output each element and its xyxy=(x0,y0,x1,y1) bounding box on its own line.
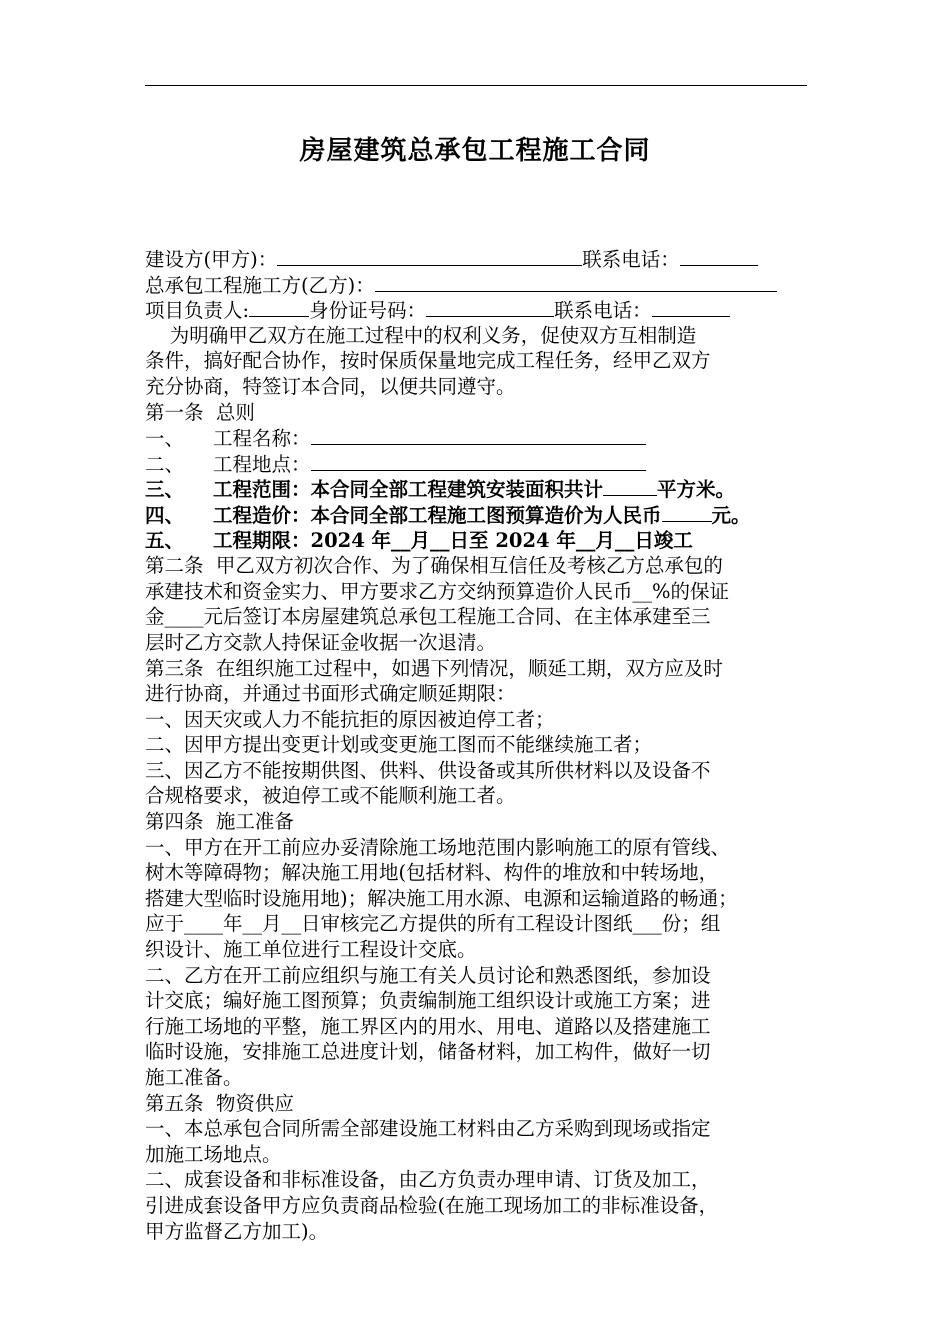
id-number-label: 身份证号码： xyxy=(309,299,427,323)
party-b-blank[interactable] xyxy=(375,272,777,292)
manager-phone-blank[interactable] xyxy=(652,297,730,317)
area-blank[interactable] xyxy=(603,476,657,496)
article-5-line: 引进成套设备甲方应负责商品检验(在施工现场加工的非标准设备， xyxy=(145,1193,719,1217)
project-location-blank[interactable] xyxy=(311,451,646,471)
article-4-line: 计交底；编好施工图预算；负责编制施工组织设计或施工方案；进 xyxy=(145,989,711,1013)
party-b-line xyxy=(145,272,809,298)
manager-line xyxy=(145,297,809,323)
article-1-item-5: 五、 工程期限：2024 年__月__日至 2024 年__月__日竣工 xyxy=(145,528,693,552)
article-5-line: 甲方监督乙方加工)。 xyxy=(145,1219,329,1243)
article-4-line: 行施工场地的平整，施工界区内的用水、用电、道路以及搭建施工 xyxy=(145,1014,711,1038)
article-4-line: 施工准备。 xyxy=(145,1066,243,1089)
article-1-item-3: 三、 工程范围：本合同全部工程建筑安装面积共计 平方米。 xyxy=(145,478,736,502)
article-3-line: 进行协商，并通过书面形式确定顺延期限： xyxy=(145,682,516,706)
article-4-line: 应于____年__月__日审核完乙方提供的所有工程设计图纸___份；组 xyxy=(145,912,721,936)
contract-body xyxy=(145,246,809,1244)
id-number-blank[interactable] xyxy=(426,297,554,317)
article-1-item-2: 二、 工程地点： xyxy=(145,451,809,477)
article-5-line: 加施工场地点。 xyxy=(145,1142,282,1166)
manager-label: 项目负责人: xyxy=(145,299,250,323)
article-4-line: 第四条 施工准备 xyxy=(145,810,294,834)
article-3-line: 第三条 在组织施工过程中，如遇下列情况，顺延工期，双方应及时 xyxy=(145,656,723,680)
preamble-line: 充分协商，特签订本合同，以便共同遵守。 xyxy=(145,374,516,398)
party-a-blank[interactable] xyxy=(277,246,582,266)
article-3-line: 一、因天灾或人力不能抗拒的原因被迫停工者； xyxy=(145,707,555,731)
article-4-line: 二、乙方在开工前应组织与施工有关人员讨论和熟悉图纸，参加设 xyxy=(145,963,711,987)
party-a-phone-label: 联系电话： xyxy=(582,248,680,271)
document-title: 房屋建筑总承包工程施工合同 xyxy=(299,136,651,166)
article-2-line: 层时乙方交款人持保证金收据一次退清。 xyxy=(145,630,497,654)
article-5-line: 一、本总承包合同所需全部建设施工材料由乙方采购到现场或指定 xyxy=(145,1117,711,1141)
article-3-line: 合规格要求，被迫停工或不能顺利施工者。 xyxy=(145,784,516,808)
article-1-heading: 第一条 总则 xyxy=(145,400,255,424)
article-5-line: 二、成套设备和非标准设备，由乙方负责办理申请、订货及加工， xyxy=(145,1168,711,1192)
preamble-line: 为明确甲乙双方在施工过程中的权利义务，促使双方互相制造 xyxy=(145,323,697,347)
article-2-line: 第二条 甲乙双方初次合作、为了确保相互信任及考核乙方总承包的 xyxy=(145,554,723,578)
article-1-item-4: 四、 工程造价：本合同全部工程施工图预算造价为人民币 元。 xyxy=(145,503,751,527)
preamble-line: 条件，搞好配合协作，按时保质保量地完成工程任务，经甲乙双方 xyxy=(145,349,711,373)
party-a-label: 建设方(甲方)： xyxy=(145,248,278,271)
article-1-item-1: 一、 工程名称： xyxy=(145,425,809,451)
article-4-line: 一、甲方在开工前应办妥清除施工场地范围内影响施工的原有管线、 xyxy=(145,835,731,859)
article-5-line: 第五条 物资供应 xyxy=(145,1091,294,1115)
article-2-line: 承建技术和资金实力、甲方要求乙方交纳预算造价人民币__%的保证 xyxy=(145,579,730,603)
manager-blank[interactable] xyxy=(249,297,309,317)
article-4-line: 树木等障碍物；解决施工用地(包括材料、构件的堆放和中转场地， xyxy=(145,861,719,885)
article-2-line: 金____元后签订本房屋建筑总承包工程施工合同、在主体承建至三 xyxy=(145,605,711,629)
article-4-line: 织设计、施工单位进行工程设计交底。 xyxy=(145,938,477,962)
article-4-line: 临时设施，安排施工总进度计划，储备材料，加工构件，做好一切 xyxy=(145,1040,711,1064)
top-rule xyxy=(145,85,807,86)
party-a-phone-blank[interactable] xyxy=(680,246,758,266)
project-name-blank[interactable] xyxy=(311,425,646,445)
cost-blank[interactable] xyxy=(662,502,712,522)
manager-phone-label: 联系电话： xyxy=(554,299,652,323)
article-4-line: 搭建大型临时设施用地)；解决施工用水源、电源和运输道路的畅通； xyxy=(145,886,738,910)
party-b-label: 总承包工程施工方(乙方)： xyxy=(145,273,375,297)
party-a-line xyxy=(145,246,809,272)
article-3-line: 二、因甲方提出变更计划或变更施工图而不能继续施工者； xyxy=(145,733,653,757)
article-3-line: 三、因乙方不能按期供图、供料、供设备或其所供材料以及设备不 xyxy=(145,758,711,782)
